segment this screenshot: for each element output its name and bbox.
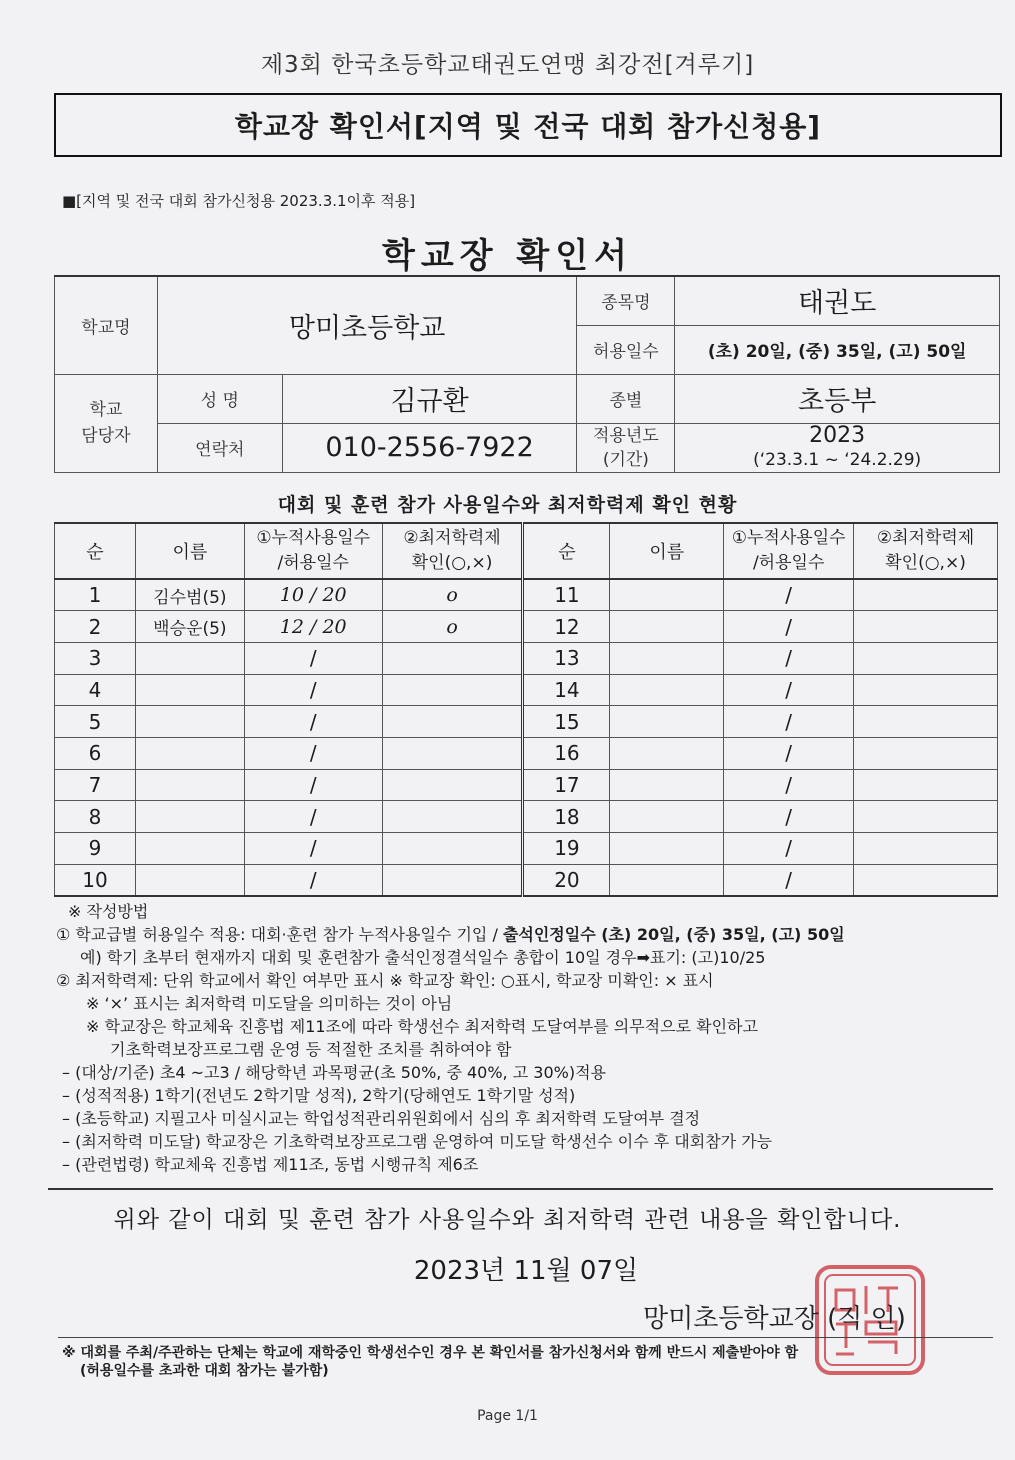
row-number: 15 — [523, 706, 610, 738]
student-name: 백승운(5) — [135, 611, 244, 643]
table-row — [55, 833, 998, 865]
minimum-grade-check — [382, 674, 523, 706]
minimum-grade-check — [854, 706, 998, 738]
student-name — [610, 611, 724, 643]
days-used: / — [724, 769, 854, 801]
student-name — [610, 706, 724, 738]
student-name — [610, 801, 724, 833]
row-number: 8 — [55, 801, 136, 833]
instruction-line: ② 최저학력제: 단위 학교에서 확인 여부만 표시 ※ 학교장 확인: ○표시, 학교장 미확인: × 표시 — [56, 971, 714, 990]
table-row — [55, 801, 998, 833]
contact-value: 010-2556-7922 — [282, 423, 577, 472]
days-used: / — [244, 864, 382, 896]
table-row — [55, 864, 998, 896]
table-row — [55, 579, 998, 611]
student-name — [135, 769, 244, 801]
row-number: 6 — [55, 737, 136, 769]
days-used: / — [244, 706, 382, 738]
instruction-line: – (초등학교) 지필고사 미실시교는 학업성적관리위원회에서 심의 후 최저학력 도달여부 결정 — [62, 1109, 701, 1128]
footer-note-line: (허용일수를 초과한 대회 참가는 불가함) — [80, 1363, 329, 1379]
days-used: / — [244, 674, 382, 706]
footer-note-line: ※ 대회를 주최/주관하는 단체는 학교에 재학중인 학생선수인 경우 본 확인서를 참가신청서와 함께 반드시 제출받아야 함 — [62, 1345, 799, 1361]
category-label: 종별 — [577, 374, 675, 423]
days-used: / — [724, 642, 854, 674]
year-value: 2023 — [809, 422, 866, 448]
allowed-days-value: (초) 20일, (중) 35일, (고) 50일 — [675, 325, 1000, 374]
minimum-grade-check — [382, 706, 523, 738]
student-name — [610, 864, 724, 896]
days-used: / — [724, 864, 854, 896]
minimum-grade-check — [382, 737, 523, 769]
student-name — [135, 864, 244, 896]
col-check-header-2: ②최저학력제 확인(○,×) — [854, 523, 998, 579]
row-number: 11 — [523, 579, 610, 611]
row-number: 13 — [523, 642, 610, 674]
instruction-line: ※ ‘×’ 표시는 최저학력 미도달을 의미하는 것이 아님 — [86, 994, 453, 1013]
row-number: 7 — [55, 769, 136, 801]
minimum-grade-check — [854, 864, 998, 896]
name-label: 성 명 — [157, 374, 282, 423]
days-used: / — [244, 642, 382, 674]
col-no-header: 순 — [55, 523, 136, 579]
event-title: 제3회 한국초등학교태권도연맹 최강전[겨루기] — [260, 52, 755, 78]
minimum-grade-check — [854, 579, 998, 611]
row-number: 19 — [523, 833, 610, 865]
year-label: 적용년도 (기간) — [577, 423, 675, 472]
student-name — [610, 769, 724, 801]
instruction-line: – (관련법령) 학교체육 진흥법 제11조, 동법 시행규칙 제6조 — [62, 1155, 479, 1174]
school-value: 망미초등학교 — [157, 276, 577, 374]
col-name-header-2: 이름 — [610, 523, 724, 579]
principal-signature: 망미초등학교장 (직 인) — [643, 1304, 906, 1334]
student-name — [610, 737, 724, 769]
footer-note — [62, 1344, 992, 1380]
instruction-line: – (대상/기준) 초4 ~고3 / 해당학년 과목평균(초 50%, 중 40%, 고 30%)적용 — [62, 1063, 606, 1082]
col-name-header: 이름 — [135, 523, 244, 579]
student-name — [610, 642, 724, 674]
row-number: 17 — [523, 769, 610, 801]
instruction-line: – (성적적용) 1학기(전년도 2학기말 성적), 2학기(당해연도 1학기말 성적) — [62, 1086, 576, 1105]
student-name — [135, 833, 244, 865]
days-used: / — [724, 706, 854, 738]
days-used: / — [724, 674, 854, 706]
table-row — [55, 769, 998, 801]
minimum-grade-check: o — [382, 579, 523, 611]
table-row — [55, 737, 998, 769]
days-used: 12 / 20 — [244, 611, 382, 643]
instructions — [56, 900, 986, 1176]
row-number: 12 — [523, 611, 610, 643]
minimum-grade-check — [854, 801, 998, 833]
student-name — [135, 674, 244, 706]
instruction-text: ① 학교급별 허용일수 적용: 대회·훈련 참가 누적사용일수 기입 / — [56, 925, 503, 944]
student-name: 김수범(5) — [135, 579, 244, 611]
main-title: 학교장 확인서 — [382, 236, 633, 276]
col-no-header-2: 순 — [523, 523, 610, 579]
days-used: / — [724, 579, 854, 611]
row-number: 9 — [55, 833, 136, 865]
row-number: 10 — [55, 864, 136, 896]
student-name — [135, 801, 244, 833]
sport-label: 종목명 — [577, 276, 675, 325]
instruction-line: 예) 학기 초부터 현재까지 대회 및 훈련참가 출석인정결석일수 총합이 10일 경우➡표기: (고)10/25 — [80, 948, 766, 967]
days-used: / — [724, 801, 854, 833]
row-number: 5 — [55, 706, 136, 738]
days-used: 10 / 20 — [244, 579, 382, 611]
sport-value: 태권도 — [675, 276, 1000, 325]
minimum-grade-check — [382, 864, 523, 896]
minimum-grade-check — [854, 737, 998, 769]
row-number: 18 — [523, 801, 610, 833]
row-number: 14 — [523, 674, 610, 706]
table-row — [55, 706, 998, 738]
confirmation-date: 2023년 11월 07일 — [413, 1256, 639, 1286]
info-table — [54, 275, 1000, 473]
row-number: 2 — [55, 611, 136, 643]
usage-section-title: 대회 및 훈련 참가 사용일수와 최저학력제 확인 현황 — [277, 494, 738, 516]
period-value: (‘23.3.1 ~ ‘24.2.29) — [753, 449, 922, 470]
instruction-line: ※ 학교장은 학교체육 진흥법 제11조에 따라 학생선수 최저학력 도달여부를 의무적으로 확인하고 — [86, 1017, 758, 1036]
minimum-grade-check — [382, 642, 523, 674]
col-days-header: ①누적사용일수 /허용일수 — [244, 523, 382, 579]
minimum-grade-check — [854, 833, 998, 865]
school-label: 학교명 — [55, 276, 158, 374]
student-name — [135, 642, 244, 674]
confirmation-statement: 위와 같이 대회 및 훈련 참가 사용일수와 최저학력 관련 내용을 확인합니다. — [113, 1207, 902, 1233]
instructions-title: ※ 작성방법 — [68, 902, 149, 921]
row-number: 3 — [55, 642, 136, 674]
minimum-grade-check — [854, 674, 998, 706]
document-title-box — [54, 93, 1002, 157]
table-row — [55, 642, 998, 674]
days-used: / — [244, 769, 382, 801]
contact-label: 연락처 — [157, 423, 282, 472]
col-check-header: ②최저학력제 확인(○,×) — [382, 523, 523, 579]
name-value: 김규환 — [282, 374, 577, 423]
minimum-grade-check — [382, 769, 523, 801]
minimum-grade-check — [854, 769, 998, 801]
student-name — [610, 833, 724, 865]
days-used: / — [244, 737, 382, 769]
student-name — [610, 579, 724, 611]
minimum-grade-check: o — [382, 611, 523, 643]
row-number: 4 — [55, 674, 136, 706]
minimum-grade-check — [382, 833, 523, 865]
row-number: 16 — [523, 737, 610, 769]
instruction-line: – (최저학력 미도달) 학교장은 기초학력보장프로그램 운영하여 미도달 학생선수 이수 후 대회참가 가능 — [62, 1132, 773, 1151]
student-name — [135, 737, 244, 769]
student-name — [610, 674, 724, 706]
category-value: 초등부 — [675, 374, 1000, 423]
page-number: Page 1/1 — [477, 1408, 538, 1424]
table-row — [55, 674, 998, 706]
usage-table — [54, 522, 998, 897]
minimum-grade-check — [382, 801, 523, 833]
instruction-line — [56, 923, 986, 946]
student-name — [135, 706, 244, 738]
allowed-days-label: 허용일수 — [577, 325, 675, 374]
days-used: / — [244, 801, 382, 833]
days-used: / — [244, 833, 382, 865]
instruction-text-bold: 출석인정일수 (초) 20일, (중) 35일, (고) 50일 — [502, 925, 845, 944]
closing-rule — [48, 1188, 993, 1190]
applicability-note: ■[지역 및 전국 대회 참가신청용 2023.3.1이후 적용] — [62, 192, 416, 210]
footer-rule — [58, 1337, 993, 1338]
days-used: / — [724, 611, 854, 643]
instruction-line: 기초학력보장프로그램 운영 등 적절한 조치를 취하여야 함 — [110, 1040, 512, 1059]
days-used: / — [724, 833, 854, 865]
row-number: 1 — [55, 579, 136, 611]
col-days-header-2: ①누적사용일수 /허용일수 — [724, 523, 854, 579]
table-row — [55, 611, 998, 643]
days-used: / — [724, 737, 854, 769]
minimum-grade-check — [854, 611, 998, 643]
manager-label: 학교 담당자 — [55, 374, 158, 472]
minimum-grade-check — [854, 642, 998, 674]
document-title: 학교장 확인서[지역 및 전국 대회 참가신청용] — [234, 110, 822, 143]
year-cell — [675, 423, 1000, 472]
row-number: 20 — [523, 864, 610, 896]
